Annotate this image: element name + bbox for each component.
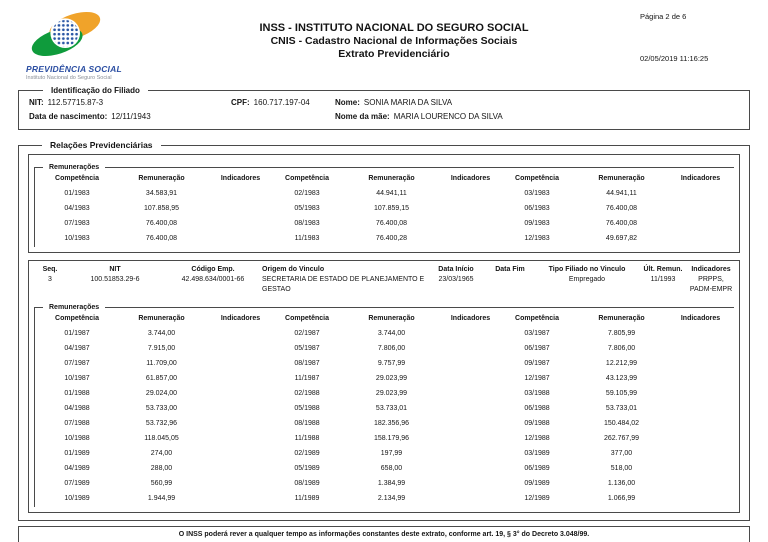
table-cell: 53.733,00 [145,405,178,412]
table-cell: 29.023,99 [375,375,408,382]
table-cell: 07/1983 [64,220,90,227]
vinculo-col-data-inicio: Data Início 23/03/1965 [438,266,474,283]
table-cell: 01/1987 [64,330,90,337]
table-cell: 44.941,11 [606,190,637,197]
table-cell: 197,99 [380,450,403,457]
remuneracoes-title-1987: Remunerações [49,304,100,311]
previdencia-social-logo-icon [26,10,106,58]
vinculo-col-ult-remun: Últ. Remun. 11/1993 [643,266,683,283]
table-cell: 53.732,96 [145,420,178,427]
nome-mae-field: Nome da mãe: MARIA LOURENCO DA SILVA [335,112,503,121]
table-cell: 44.941,11 [376,190,407,197]
table-cell: 1.066,99 [607,495,636,502]
table-cell [440,386,501,401]
title-extrato: Extrato Previdenciário [338,48,450,60]
table-cell: 377,00 [610,450,633,457]
table-cell: 150.484,02 [603,420,640,427]
table-cell: 02/1989 [294,450,320,457]
table-cell [440,446,501,461]
table-cell: 3.744,00 [147,330,176,337]
table-cell: 01/1988 [64,390,90,397]
previdencia-social-logo [26,6,148,81]
column-header: Remuneração [368,175,415,182]
table-cell: 1.384,99 [377,480,406,487]
column-header: Competência [515,315,559,322]
table-cell [210,186,271,201]
table-cell: 658,00 [380,465,403,472]
table-cell: 3.744,00 [377,330,406,337]
remuneracoes-table-1987 [35,311,734,506]
table-cell: 05/1983 [294,205,320,212]
cpf-field: CPF: 160.717.197-04 [231,98,310,107]
column-header: Indicadores [450,315,491,322]
nascimento-field: Data de nascimento: 12/11/1943 [29,112,151,121]
table-cell: 09/1987 [524,360,550,367]
table-cell [440,231,501,246]
column-header: Remuneração [138,315,185,322]
table-cell: 76.400,28 [375,235,408,242]
table-cell: 02/1987 [294,330,320,337]
table-cell: 06/1988 [524,405,550,412]
table-cell: 107.859,15 [373,205,410,212]
table-cell [440,401,501,416]
remuneracoes-title-1983: Remunerações [49,164,100,171]
footer-disclaimer: O INSS poderá rever a qualquer tempo as informações constantes deste extrato, conforme art. 19, § 3° do Decreto 3.048/99. [18,526,750,542]
table-cell: 04/1987 [64,345,90,352]
table-cell: 2.134,99 [377,495,406,502]
vinculo-col-data-fim: Data Fim [495,266,525,273]
table-cell [210,216,271,231]
table-cell [210,461,271,476]
table-cell: 07/1988 [64,420,90,427]
remuneracoes-fieldset-1983 [34,164,734,247]
table-cell [440,416,501,431]
identification-row-2 [29,110,739,124]
table-cell: 53.733,01 [375,405,408,412]
logo-brand-text: PREVIDÊNCIA SOCIAL [26,64,122,74]
table-cell [210,371,271,386]
table-cell: 06/1989 [524,465,550,472]
table-cell: 01/1983 [64,190,90,197]
table-cell [440,371,501,386]
table-cell: 274,00 [150,450,173,457]
table-cell [670,431,731,446]
table-cell [210,446,271,461]
table-cell [440,461,501,476]
table-cell [670,491,731,506]
table-cell: 03/1983 [524,190,550,197]
column-header: Remuneração [598,315,645,322]
table-cell: 08/1987 [294,360,320,367]
table-cell: 11/1989 [294,495,320,502]
table-cell: 08/1983 [294,220,320,227]
table-cell: 05/1988 [294,405,320,412]
table-cell [440,326,501,341]
column-header: Competência [515,175,559,182]
vinculo-col-origem: Origem do Vinculo SECRETARIA DE ESTADO DE PLANEJAMENTO E GESTAO [262,266,425,293]
vinculo-col-seq: Seq. 3 [42,266,58,283]
table-cell: 10/1989 [64,495,90,502]
table-cell [210,326,271,341]
table-cell: 12/1983 [524,235,550,242]
table-cell: 518,00 [610,465,633,472]
table-cell [670,371,731,386]
table-cell: 10/1987 [64,375,90,382]
table-cell [670,356,731,371]
identificacao-section-title: Identificação do Filiado [51,86,140,95]
remuneracoes-fieldset-1987 [34,304,734,507]
table-cell: 01/1989 [64,450,90,457]
table-cell: 76.400,08 [145,235,178,242]
table-cell: 11/1983 [294,235,320,242]
table-cell [210,386,271,401]
table-cell [440,186,501,201]
table-cell: 7.806,00 [377,345,406,352]
table-cell: 7.806,00 [607,345,636,352]
identificacao-filiado-section [18,86,750,130]
table-cell: 05/1989 [294,465,320,472]
table-cell: 34.583,91 [145,190,178,197]
generation-datetime: 02/05/2019 11:16:25 [640,54,709,63]
page-info [640,6,752,63]
table-cell: 07/1989 [64,480,90,487]
table-cell: 107.858,95 [143,205,180,212]
relacoes-previdenciarias-section [18,140,750,521]
table-cell [670,446,731,461]
table-cell [670,201,731,216]
table-cell [670,461,731,476]
logo-subtitle-text: Instituto Nacional do Seguro Social [26,75,112,81]
title-inss: INSS - INSTITUTO NACIONAL DO SEGURO SOCIAL [259,22,529,34]
table-cell [440,341,501,356]
table-cell: 06/1987 [524,345,550,352]
table-cell: 43.123,99 [605,375,638,382]
table-cell: 09/1989 [524,480,550,487]
table-cell: 07/1987 [64,360,90,367]
table-cell [670,216,731,231]
column-header: Competência [285,175,329,182]
table-cell [440,216,501,231]
table-cell [210,431,271,446]
table-cell: 158.179,96 [373,435,410,442]
table-cell [210,491,271,506]
table-cell: 7.805,99 [607,330,636,337]
table-cell: 11/1987 [294,375,320,382]
relacoes-section-title: Relações Previdenciárias [50,140,153,150]
table-cell: 76.400,08 [605,220,638,227]
page-number: Página 2 de 6 [640,12,687,21]
column-header: Remuneração [368,315,415,322]
identification-row-1 [29,96,739,110]
table-cell: 10/1983 [64,235,90,242]
table-cell [670,186,731,201]
column-header: Indicadores [450,175,491,182]
table-cell [670,476,731,491]
table-cell [210,416,271,431]
table-cell: 12/1989 [524,495,550,502]
table-cell: 06/1983 [524,205,550,212]
table-cell: 49.697,82 [605,235,638,242]
table-cell: 560,99 [150,480,173,487]
page-header [0,0,768,84]
table-cell: 08/1989 [294,480,320,487]
table-cell: 9.757,99 [377,360,406,367]
column-header: Indicadores [680,315,721,322]
table-cell [210,401,271,416]
table-cell: 10/1988 [64,435,90,442]
table-cell: 05/1987 [294,345,320,352]
table-cell [440,476,501,491]
table-cell: 03/1987 [524,330,550,337]
table-cell: 04/1988 [64,405,90,412]
table-cell: 29.024,00 [145,390,178,397]
table-cell: 262.767,99 [603,435,640,442]
table-cell: 288,00 [150,465,173,472]
table-cell: 09/1988 [524,420,550,427]
table-cell: 53.733,01 [605,405,638,412]
column-header: Indicadores [220,315,261,322]
vinculo-block [28,260,740,513]
nome-field: Nome: SONIA MARIA DA SILVA [335,98,453,107]
table-cell [670,341,731,356]
table-cell: 182.356,96 [373,420,410,427]
remuneracoes-block-1983 [28,154,740,253]
table-cell: 76.400,08 [605,205,638,212]
column-header: Competência [55,175,99,182]
table-cell: 61.857,00 [145,375,178,382]
table-cell [670,401,731,416]
column-header: Competência [55,315,99,322]
column-header: Indicadores [220,175,261,182]
table-cell [670,326,731,341]
table-cell: 11.709,00 [146,360,177,367]
table-cell: 7.915,00 [147,345,176,352]
table-cell [210,231,271,246]
document-titles [148,6,640,60]
table-cell: 09/1983 [524,220,550,227]
column-header: Competência [285,315,329,322]
table-cell: 1.136,00 [607,480,636,487]
table-cell: 03/1988 [524,390,550,397]
table-cell: 03/1989 [524,450,550,457]
table-cell: 12/1988 [524,435,550,442]
table-cell: 12/1987 [524,375,550,382]
title-cnis: CNIS - Cadastro Nacional de Informações Sociais [270,35,518,47]
vinculo-col-tipo-filiado: Tipo Filiado no Vinculo Empregado [548,266,626,283]
table-cell [210,201,271,216]
nit-field: NIT: 112.57715.87-3 [29,98,104,107]
table-cell [440,201,501,216]
vinculo-col-codigo-emp: Código Emp. 42.498.634/0001-66 [181,266,245,283]
table-cell: 11/1988 [294,435,320,442]
vinculo-col-nit: NIT 100.51853.29-6 [90,266,140,283]
table-cell: 59.105,99 [605,390,638,397]
table-cell [210,476,271,491]
table-cell [440,491,501,506]
table-cell: 76.400,08 [375,220,408,227]
table-cell [670,386,731,401]
remuneracoes-table-1983 [35,171,734,246]
table-cell [440,356,501,371]
column-header: Remuneração [598,175,645,182]
column-header: Remuneração [138,175,185,182]
table-cell: 02/1988 [294,390,320,397]
table-cell: 1.944,99 [147,495,176,502]
column-header: Indicadores [680,175,721,182]
table-cell [670,416,731,431]
table-cell: 76.400,08 [145,220,178,227]
table-cell [210,356,271,371]
table-cell: 04/1989 [64,465,90,472]
table-cell [210,341,271,356]
table-cell: 118.045,05 [144,435,179,442]
table-cell: 12.212,99 [605,360,638,367]
table-cell: 08/1988 [294,420,320,427]
table-cell [670,231,731,246]
vinculo-col-indicadores: Indicadores PRPPS, PADM-EMPR [689,266,733,293]
table-cell: 04/1983 [64,205,90,212]
vinculo-header-row [32,261,736,295]
table-cell [440,431,501,446]
table-cell: 02/1983 [294,190,320,197]
table-cell: 29.023,99 [375,390,408,397]
